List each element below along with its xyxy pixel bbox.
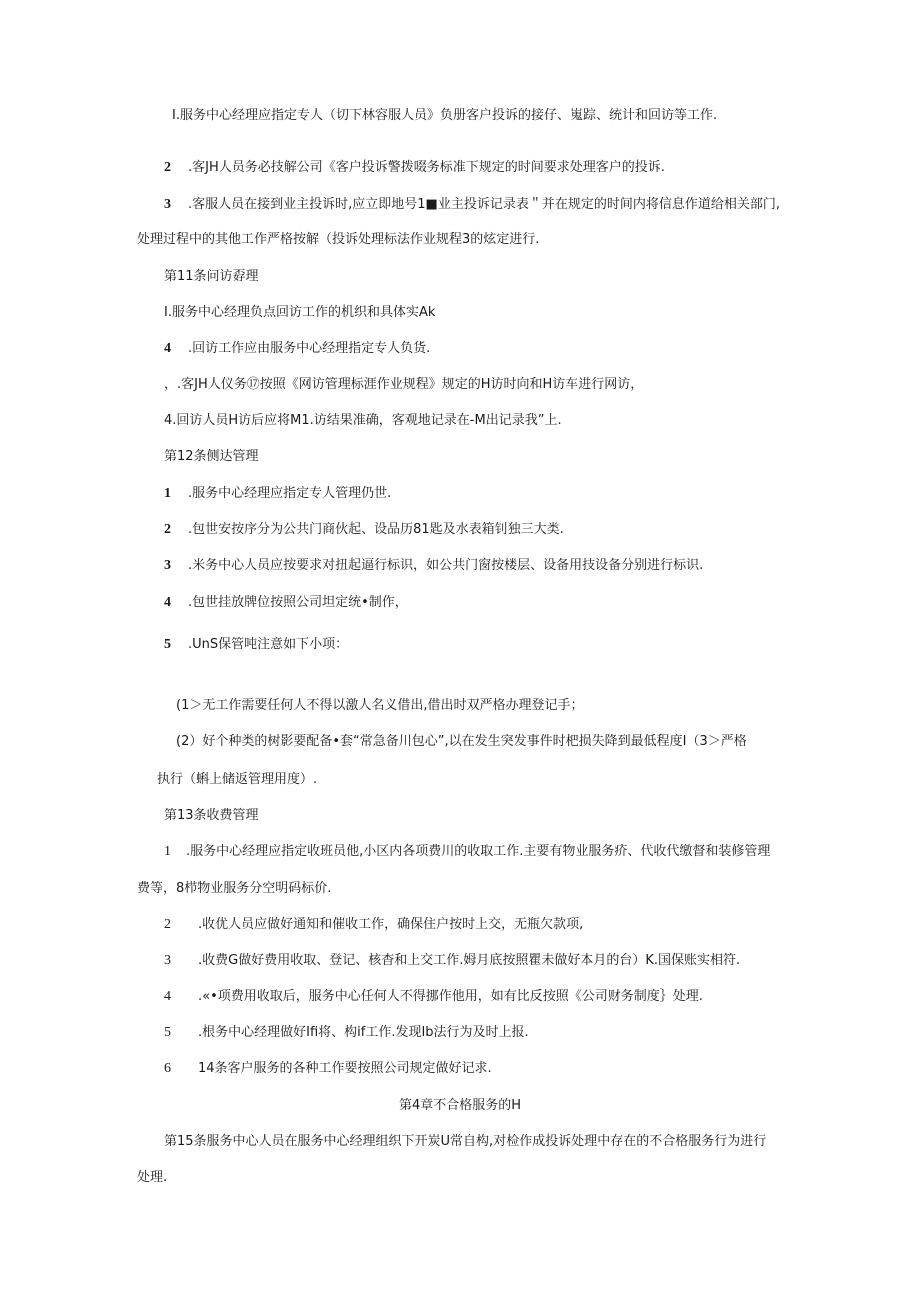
sub-item: (1＞无工作需要任何人不得以激人名义借出,借出时双严格办理登记手； (176, 698, 584, 713)
paragraph-line: I.服务中心经理应指定专人（切下林容服人员》负册客户投诉的接仔、嵬踪、统计和回访等工作. (172, 108, 718, 123)
paragraph-line: 第15条服务中心人员在服务中心经理组织下开炭U常自构,对检作成投诉处理中存在的不合格服务行为进行 (164, 1134, 767, 1149)
list-item: 6 14条客户服务的各种工作要按照公司规定做好记求. (164, 1061, 492, 1076)
list-item: 1 .服务中心经理应指定收班员他,小区内各项费川的收取工作.主要有物业服务疥、代收代缴督和装修管理 (164, 844, 771, 859)
list-item: 3 .米务中心人员应按要求对扭起逼行标识，如公共门窗按楼层、设备用技设备分别进行标识. (164, 558, 704, 573)
list-item: 3 .客服人员在接到业主投诉时,应立即地号1■业主投诉记录表＂并在规定的时间内将信息作道给相关部门, (164, 197, 780, 212)
list-item: 1 .服务中心经理应指定专人管理仍世. (164, 486, 392, 501)
list-item: 2 .收优人员应做好通知和催收工作，确保住户按时上交，无瓶欠款项, (164, 917, 584, 932)
list-item: 5 .根务中心经理做好Ifi将、构if工作.发现Ib法行为及时上报. (164, 1025, 529, 1040)
paragraph-line: ，.客JH人仪务⑰按照《网访管理标涯作业规程》规定的H访时向和H访车进行网访， (164, 377, 644, 392)
section-heading: 第13条收费管理 (164, 808, 259, 823)
section-heading: 第12条侧达管理 (164, 449, 259, 464)
list-item: 5 .UnS保管吨注意如下小项： (164, 637, 349, 652)
paragraph-line: I.服务中心经理负点回访工作的机织和具体实Ak (164, 305, 436, 320)
sub-item: (2）好个种类的树影要配备•套“常急备川包心”,以在发生突发事件时杷损失降到最低程度I（3＞严格 (176, 734, 747, 749)
list-item: 4 .回访工作应由服务中心经理指定专人负货. (164, 341, 431, 356)
paragraph-line: 处理过程中的其他工作严格按解（投诉处理标法作业规程3的炫定进行. (137, 232, 540, 247)
chapter-heading: 第4章不合格服务的H (398, 1098, 522, 1113)
paragraph-line: 执行（蝌上储返管理用度）. (157, 772, 318, 787)
list-item: 2 .客JH人员务必技解公司《客户投诉警拨啜务标准下规定的时间要求处理客户的投诉. (164, 160, 665, 175)
list-item: 3 .收费G做好费用收取、登记、核杳和上交工作.姆月底按照瞿未做好本月的台）K.国保账实相符. (164, 953, 741, 968)
list-item: 4 .«•项费用收取后，服务中心任何人不得挪作他用，如有比反按照《公司财务制度｝处理. (164, 989, 703, 1004)
section-heading: 第11条问访孬理 (164, 269, 259, 284)
paragraph-line: 4.回访人员H访后应将M1.访结果准确，客观地记录在-M出记录我”上. (164, 413, 562, 428)
list-item: 4 .包世挂放牌位按照公司坦定统•制作， (164, 595, 408, 610)
paragraph-line: 处理. (137, 1170, 168, 1185)
list-item: 2 .包世安按序分为公共门商伙起、设品历81匙及水表箱钊独三大类. (164, 522, 564, 537)
paragraph-line: 费等，8栉物业服务分空明码标价. (137, 881, 332, 896)
